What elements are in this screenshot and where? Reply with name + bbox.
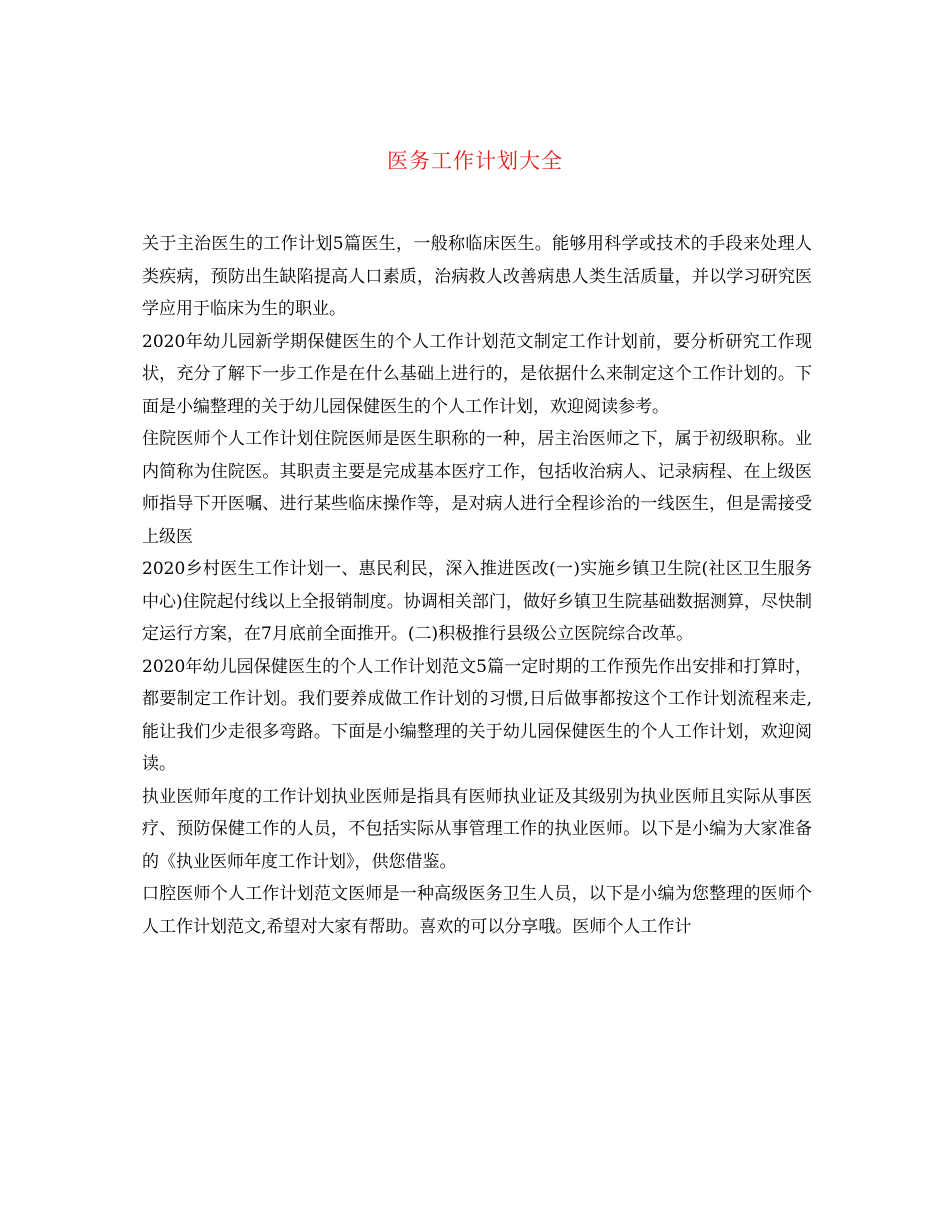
paragraph: 住院医师个人工作计划住院医师是医生职称的一种，居主治医师之下，属于初级职称。业内简称为住院医。其职责主要是完成基本医疗工作，包括收治病人、记录病程、在上级医师指导下开医嘱、进行某些临床操作等，是对病人进行全程诊治的一线医生，但是需接受上级医 — [142, 429, 812, 547]
paragraph: 2020乡村医生工作计划一、惠民利民，深入推进医改(一)实施乡镇卫生院(社区卫生服务中心)住院起付线以上全报销制度。协调相关部门，做好乡镇卫生院基础数据测算，尽快制定运行方案，在7月底前全面推开。(二)积极推行县级公立医院综合改革。 — [142, 559, 812, 644]
page-title: 医务工作计划大全 — [387, 149, 563, 173]
paragraph: 2020年幼儿园新学期保健医生的个人工作计划范文制定工作计划前，要分析研究工作现状，充分了解下一步工作是在什么基础上进行的，是依据什么来制定这个工作计划的。下面是小编整理的关于幼儿园保健医生的个人工作计划，欢迎阅读参考。 — [142, 331, 812, 417]
paragraph: 执业医师年度的工作计划执业医师是指具有医师执业证及其级别为执业医师且实际从事医疗、预防保健工作的人员，不包括实际从事管理工作的执业医师。以下是小编为大家准备的《执业医师年度工作计划》，供您借鉴。 — [142, 786, 812, 872]
document-body — [142, 228, 812, 943]
paragraph: 口腔医师个人工作计划范文医师是一种高级医务卫生人员，以下是小编为您整理的医师个人工作计划范文,希望对大家有帮助。喜欢的可以分享哦。医师个人工作计 — [142, 884, 812, 937]
paragraph: 关于主治医生的工作计划5篇医生，一般称临床医生。能够用科学或技术的手段来处理人类疾病，预防出生缺陷提高人口素质，治病救人改善病患人类生活质量，并以学习研究医学应用于临床为生的职业。 — [142, 234, 812, 319]
paragraph: 2020年幼儿园保健医生的个人工作计划范文5篇一定时期的工作预先作出安排和打算时，都要制定工作计划。我们要养成做工作计划的习惯,日后做事都按这个工作计划流程来走,能让我们少走很多弯路。下面是小编整理的关于幼儿园保健医生的个人工作计划，欢迎阅读。 — [142, 656, 812, 774]
